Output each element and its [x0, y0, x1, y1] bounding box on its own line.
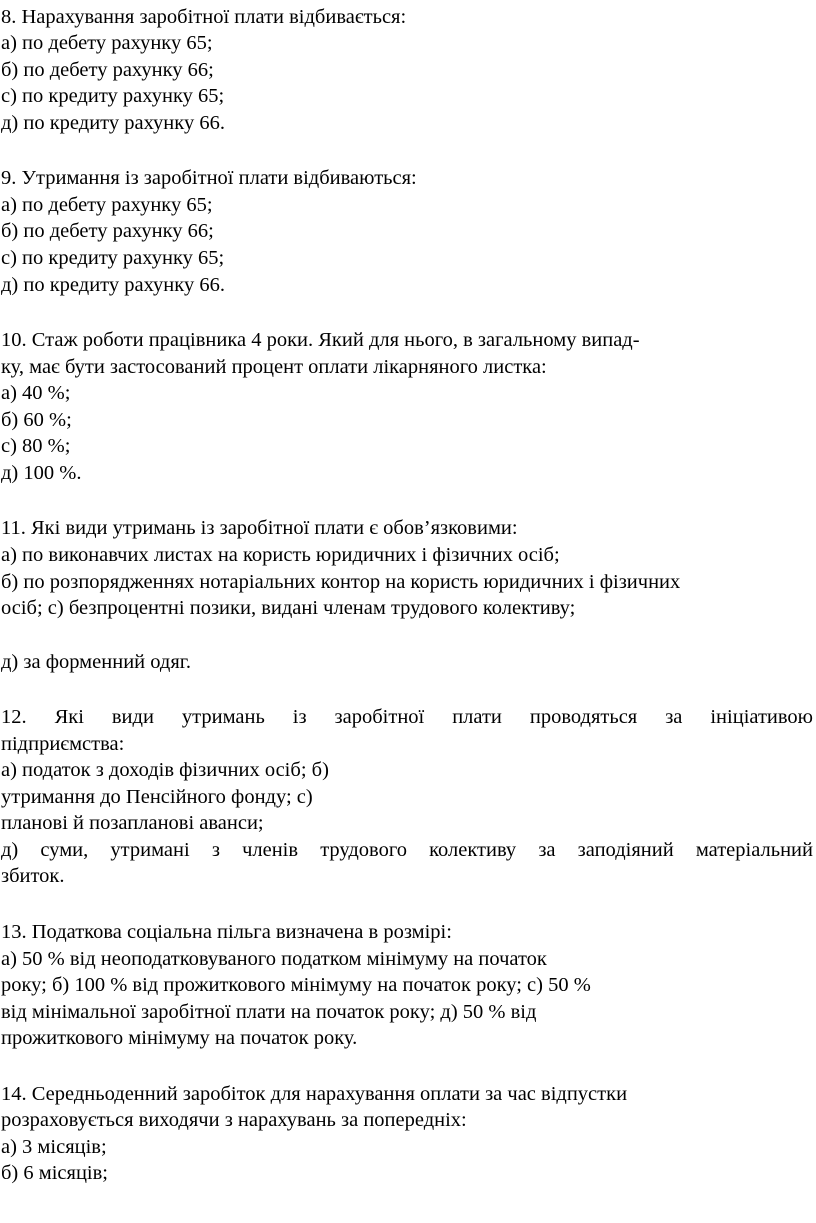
question-12-option-c: планові й позапланові аванси; [1, 812, 264, 834]
question-10-title-cont: ку, має бути застосований процент оплати лікарняного листка: [1, 356, 547, 378]
question-8-title: 8. Нарахування заробітної плати відбивається: [1, 6, 407, 28]
question-13-title: 13. Податкова соціальна пільга визначена в розмірі: [1, 921, 452, 943]
question-9-title: 9. Утримання із заробітної плати відбиваються: [1, 167, 417, 189]
question-13-line-3: року; б) 100 % від прожиткового мінімуму на початок року; с) 50 % [1, 974, 591, 996]
question-11-title: 11. Які види утримань із заробітної плати є обов’язковими: [1, 517, 518, 539]
question-11-option-b-c: осіб; с) безпроцентні позики, видані членам трудового колективу; [1, 597, 576, 619]
question-14-option-b: б) 6 місяців; [1, 1162, 108, 1184]
question-12-option-d: д) суми, утримані з членів трудового колективу за заподіяний матеріальний [1, 839, 813, 861]
question-10-title: 10. Стаж роботи працівника 4 роки. Який для нього, в загальному випад- [1, 329, 640, 351]
question-8-option-d: д) по кредиту рахунку 66. [1, 112, 225, 134]
question-12-option-d-cont: збиток. [1, 865, 65, 887]
question-9-option-b: б) по дебету рахунку 66; [1, 220, 214, 242]
question-10-option-b: б) 60 %; [1, 409, 72, 431]
question-14-title-cont: розраховується виходячи з нарахувань за попередніх: [1, 1109, 467, 1131]
question-11-option-d: д) за форменний одяг. [1, 651, 191, 673]
question-12-option-a-b: а) податок з доходів фізичних осіб; б) [1, 759, 329, 781]
question-13-line-2: а) 50 % від неоподатковуваного податком мінімуму на початок [1, 948, 547, 970]
question-9-option-c: с) по кредиту рахунку 65; [1, 247, 225, 269]
question-14-option-a: а) 3 місяців; [1, 1136, 107, 1158]
question-9-option-a: а) по дебету рахунку 65; [1, 194, 213, 216]
question-11-option-b: б) по розпорядженнях нотаріальних контор на користь юридичних і фізичних [1, 571, 681, 593]
question-9-option-d: д) по кредиту рахунку 66. [1, 274, 225, 296]
question-12-option-b-c: утримання до Пенсійного фонду; с) [1, 786, 313, 808]
question-10-option-a: а) 40 %; [1, 382, 71, 404]
question-13-line-5: прожиткового мінімуму на початок року. [1, 1027, 358, 1049]
question-13-line-4: від мінімальної заробітної плати на початок року; д) 50 % від [1, 1001, 537, 1023]
question-8-option-c: с) по кредиту рахунку 65; [1, 85, 225, 107]
question-10-option-c: с) 80 %; [1, 435, 71, 457]
question-11-option-a: а) по виконавчих листах на користь юридичних і фізичних осіб; [1, 544, 560, 566]
question-14-title: 14. Середньоденний заробіток для нарахування оплати за час відпустки [1, 1083, 628, 1105]
question-12-title-cont: підприємства: [1, 733, 125, 755]
question-8-option-b: б) по дебету рахунку 66; [1, 59, 214, 81]
question-8-option-a: а) по дебету рахунку 65; [1, 32, 213, 54]
question-10-option-d: д) 100 %. [1, 462, 82, 484]
question-12-title: 12. Які види утримань із заробітної плати проводяться за ініціативою [1, 706, 813, 728]
